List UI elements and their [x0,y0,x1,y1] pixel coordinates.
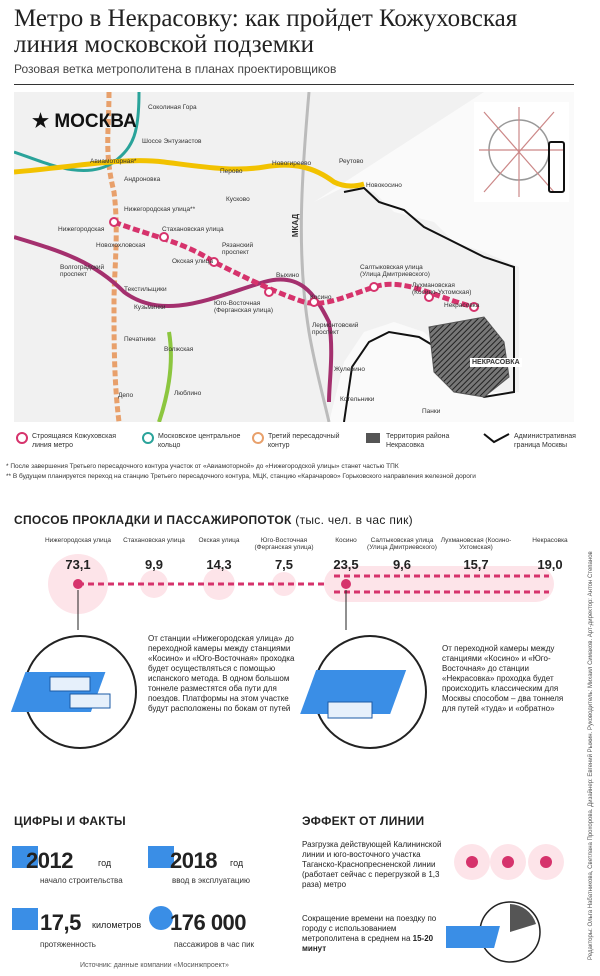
fact-unit-1: год [98,858,112,868]
fact-unit-3: километров [92,920,142,930]
legend-orange-icon [253,433,263,443]
effect-dot-2 [502,856,514,868]
label-kotelniki: Котельники [340,396,375,403]
label-reutovo: Реутово [339,158,364,165]
fact-caption-3: протяженность [40,940,96,949]
station-name-5: Косино [335,537,357,544]
city-label: ★ МОСКВА [32,111,137,132]
legend-hatch-label: Территория района Некрасовка [386,433,450,449]
footnote-1: * После завершения Третьего пересадочного контура участок от «Авиамоторной» до «Нижегородской улицы» станет частью ТПК [6,463,399,470]
illus-train-left-1 [50,677,90,691]
label-nekrasovka-station: Некрасовка [444,302,480,309]
method-desc-left: От станции «Нижегородская улица» до переходной камеры между станциями «Косино» и «Юго-Восточная» проходка будет осуществляться с помощью испанского метода. В одном большом тоннеле разместятся оба пути для поездов. Платформы на этом участке будут расположены по бокам от путей [148,634,295,713]
fact-icon-3 [12,908,38,930]
illus-train-left-2 [70,694,110,708]
effect-text-2-highlight: 15-20 минут [302,934,434,953]
credits [588,551,598,960]
station-name-2: Стахановская улица [123,537,185,544]
label-volzhskaya: Волжская [164,346,194,353]
fact-value-3: 17,5 [40,910,81,935]
station-name-8: Некрасовка [532,537,568,544]
fact-caption-2: ввод в эксплуатацию [172,876,250,885]
fact-value-2: 2018 [170,848,217,873]
flow-1: 73,1 [65,557,91,572]
fact-value-4: 176 000 [170,910,247,935]
illustration-single-tunnel [10,632,150,752]
credits-text: Редакторы: Ольга Набатникова, Светлана Прохорова. Дизайнер: Евгений Рыжин. Руководитель: Михаил Симаков. Арт-директор: Антон Степанов [588,551,594,960]
label-nizhegorodskaya: Нижегородская [58,226,105,233]
label-zhulebino: Жулебино [334,366,365,373]
marker-1 [73,579,83,589]
label-ryazansky: Рязанский проспект [222,242,254,256]
flow-3: 14,3 [206,557,232,572]
legend-teal-icon [143,433,153,443]
station-name-1: Нижегородская улица [44,537,112,544]
city-name: МОСКВА [54,111,137,132]
label-pechatniki: Печатники [124,336,156,343]
page-title: Метро в Некрасовку: как пройдет Кожуховская линия московской подземки [14,5,518,58]
footnote-2: ** В будущем планируется переход на станцию Третьего пересадочного контура, МЦК, станцию «Карачарово» Горьковского направления железной дороги [6,473,476,480]
station-stakhanovskaya [160,233,168,241]
section-method-unit: (тыс. чел. в час пик) [295,513,413,527]
label-sokolinaya: Соколиная Гора [148,104,197,111]
station-name-6: Салтыковская улица (Улица Дмитриевского) [367,537,437,551]
station-name-7: Лухмановская (Косино-Ухтомская) [440,537,512,551]
label-okskaya: Окская улица [172,258,214,265]
label-saltykovskaya: Салтыковская улица (Улица Дмитриевского) [360,264,430,278]
effect-graphic-1 [452,828,572,898]
label-vykhino: Выхино [276,272,300,279]
label-aviamotornaya: Авиамоторная* [90,158,137,165]
fact-unit-2: год [230,858,244,868]
illustration-double-tunnel [300,632,440,752]
fact-value-1: 2012 [26,848,73,873]
effect-dot-3 [540,856,552,868]
kalininskaya-line [14,161,364,186]
map-drawing [14,92,574,422]
label-lyublino: Люблино [174,390,202,397]
legend-hatch-icon [366,433,380,443]
label-perovo: Перово [220,168,243,175]
flow-4: 7,5 [274,557,294,572]
legend-pink-label: Строящаяся Кожуховская линия метро [32,433,117,449]
station-name-4: Юго-Восточная (Ферганская улица) [254,537,314,551]
mkad-road [301,92,329,422]
label-volgogradsky: Волгоградский проспект [60,264,105,278]
legend-teal-label: Московское центральное кольцо [158,433,241,449]
label-stakhanovskaya: Стахановская улица [162,226,224,233]
flow-8: 19,0 [537,557,563,572]
label-novogireevo: Новогиреево [272,160,312,167]
effect-title: ЭФФЕКТ ОТ ЛИНИИ [302,814,425,828]
label-panki: Панки [422,408,441,415]
marker-2 [341,579,351,589]
effect-text-2-body: Сокращение времени на поездку по городу с использованием метрополитена в среднем на [302,914,437,943]
effect-text-2 [302,914,442,954]
facts-title: ЦИФРЫ И ФАКТЫ [14,814,126,828]
label-depo: Депо [118,392,134,399]
label-lermontovsky: Лермонтовский проспект [312,322,359,336]
method-desc-right: От переходной камеры между станциями «Косино» и «Юго-Восточная» до станции «Некрасовка» проходка будет происходить классическим для Москвы способом – два тоннеля для путей «туда» и «обратно» [442,644,564,713]
label-kuzminki: Кузьминки [134,304,166,311]
label-andronovka: Андроновка [124,176,161,183]
flow-7: 15,7 [463,557,489,572]
label-nizhegorodskaya-ul: Нижегородская улица** [124,206,196,213]
flow-5: 23,5 [333,557,359,572]
station-yugo-vostochnaya [265,288,273,296]
footnotes [6,462,476,482]
legend-border-icon [484,434,509,442]
flow-2: 9,9 [144,557,164,572]
divider [14,84,574,85]
source-note: Источник: данные компании «Мосинжпроект» [80,962,229,969]
label-novokosino: Новокосино [366,182,402,189]
effect-dot-1 [466,856,478,868]
station-nizhegorodskaya [110,218,118,226]
fact-caption-1: начало строительства [40,876,123,885]
effect-text-1: Разгрузка действующей Калининской линии и юго-восточного участка Таганско-Краснопресненской линии (работает сейчас с перегрузкой в 1,3 раза) метро [302,840,442,889]
flow-6: 9,6 [392,557,412,572]
metro-map [14,92,574,422]
effect-train [446,926,500,948]
page-subtitle: Розовая ветка метрополитена в планах проектировщиков [14,62,337,76]
legend-pink-icon [17,433,27,443]
label-kuskovo: Кусково [226,196,250,203]
section-method-title [14,513,413,527]
map-legend [14,430,574,460]
mkad-label: МКАД [291,213,301,238]
legend-border-label: Административная граница Москвы [514,433,576,449]
illus-train-right [328,702,372,718]
station-saltykovskaya [370,283,378,291]
label-tekstilshchiki: Текстильщики [124,286,167,293]
label-shosse: Шоссе Энтузиастов [142,138,202,145]
label-nekrasovka-area: НЕКРАСОВКА [472,359,520,366]
label-yugo-vostochnaya: Юго-Восточная (Ферганская улица) [214,300,273,314]
fact-caption-4: пассажиров в час пик [174,940,255,949]
legend-orange-label: Третий пересадочный контур [268,433,340,449]
effect-graphic-2 [446,896,556,966]
label-novokhokhlovskaya: Новохохловская [96,242,146,249]
label-kosino: Косино [310,294,332,301]
third-contour [108,92,119,422]
label-lukhmanovskaya: Лухмановская (Косино-Ухтомская) [412,282,472,296]
station-name-3: Окская улица [198,537,240,544]
section-method-heading: СПОСОБ ПРОКЛАДКИ И ПАССАЖИРОПОТОК [14,513,292,527]
